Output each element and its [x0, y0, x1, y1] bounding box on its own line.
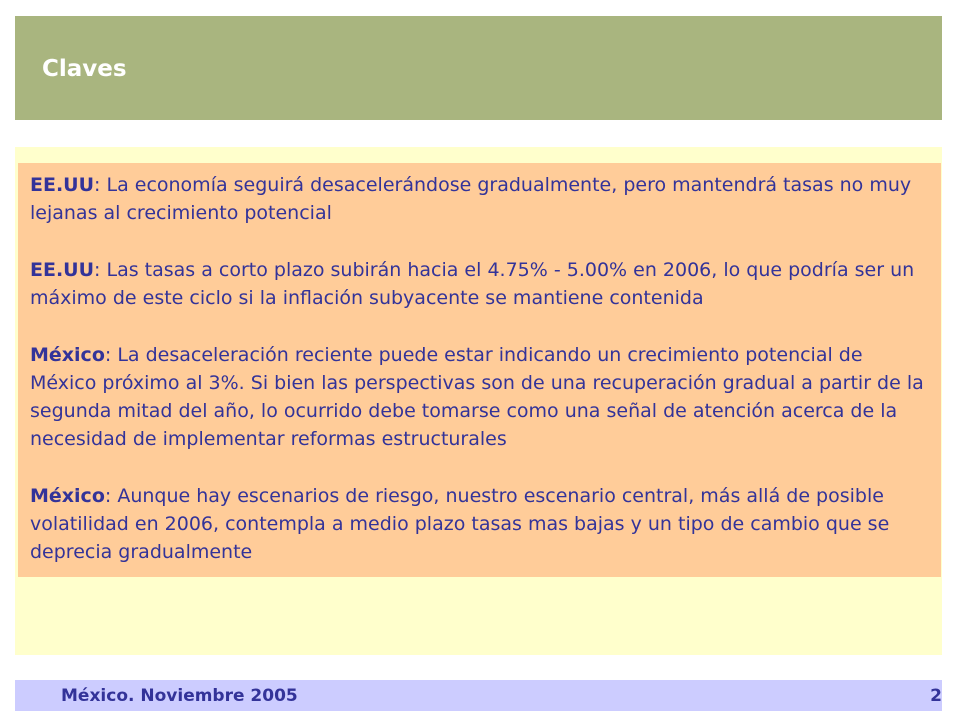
footer-location-date: México. Noviembre 2005	[61, 686, 298, 706]
key-point-label: México	[30, 485, 105, 507]
key-point-mexico-outlook	[30, 482, 930, 566]
footer-bar	[15, 680, 942, 711]
key-points-box	[18, 163, 941, 577]
key-point-text: : La economía seguirá desacelerándose gradualmente, pero mantendrá tasas no muy lejanas al crecimiento potencial	[30, 174, 912, 224]
title-bar	[15, 16, 942, 120]
key-point-us-economy	[30, 171, 930, 227]
key-point-label: México	[30, 344, 105, 366]
key-point-label: EE.UU	[30, 174, 95, 196]
key-points-list	[30, 171, 930, 566]
key-point-text: : Las tasas a corto plazo subirán hacia el 4.75% - 5.00% en 2006, lo que podría ser un máximo de este ciclo si la inflación subyacente se mantiene contenida	[30, 259, 915, 309]
key-point-mexico-growth	[30, 341, 930, 453]
key-point-us-rates	[30, 256, 930, 312]
key-point-label: EE.UU	[30, 259, 95, 281]
key-point-text: : Aunque hay escenarios de riesgo, nuestro escenario central, más allá de posible volatilidad en 2006, contempla a medio plazo tasas mas bajas y un tipo de cambio que se deprecia gradualmente	[30, 485, 890, 563]
page-number: 2	[930, 686, 942, 706]
key-point-text: : La desaceleración reciente puede estar indicando un crecimiento potencial de México próximo al 3%. Si bien las perspectivas son de una recuperación gradual a partir de la segunda mitad del año, lo ocurrido debe tomarse como una señal de atención acerca de la necesidad de implementar reformas estructurales	[30, 344, 924, 450]
slide-title: Claves	[42, 56, 127, 82]
